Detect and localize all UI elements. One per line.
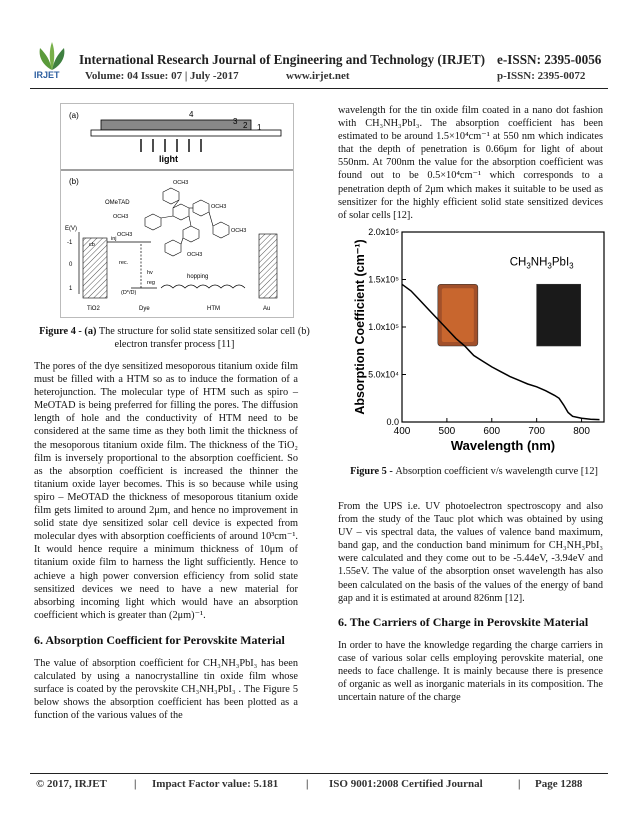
journal-logo xyxy=(32,40,72,82)
fig4-label-b: (b) xyxy=(69,177,79,186)
fig5-caption-label: Figure 5 - xyxy=(350,466,396,477)
fig4-light-label: light xyxy=(159,154,178,164)
fig4-cb: cb xyxy=(89,242,95,248)
x-tick-label: 400 xyxy=(393,426,411,437)
figure-4-caption xyxy=(32,325,317,351)
fig4-tio2: TiO2 xyxy=(87,306,100,312)
section-heading-absorption: 6. Absorption Coefficient for Perovskite Material xyxy=(34,632,285,647)
fig4-dye: Dye xyxy=(139,306,150,312)
fig4-och3-1: OCH3 xyxy=(173,180,189,186)
fig4-num-4: 4 xyxy=(189,110,194,119)
pissn: p-ISSN: 2395-0072 xyxy=(497,70,586,82)
fig4-ev-tick-1: 1 xyxy=(69,286,73,292)
y-tick-label: 5.0x10⁴ xyxy=(368,369,399,380)
right-paragraph-3: In order to have the knowledge regarding the charge carriers in case of various solar cells employing perovskite material, one needs to face challenge. It is mainly because there is presence of organic as well as inorganic materials in its composition. The uncertain nature of the charge xyxy=(338,639,603,704)
y-tick-label: 2.0x10⁵ xyxy=(368,227,399,237)
fig4-ev-label: E(V) xyxy=(65,226,77,232)
fig4-layer-top xyxy=(101,120,251,130)
chart-annotation: $CH_3NH_3PbI_3$ xyxy=(509,256,574,271)
fig4-light-arrows xyxy=(141,139,201,152)
footer-sep-1: | xyxy=(134,778,137,790)
fig4-num-3: 3 xyxy=(233,117,238,126)
fig4-au-block xyxy=(259,234,277,298)
fig4-hopping: hopping xyxy=(187,274,209,280)
footer-rule xyxy=(30,773,608,774)
fig4-omeatd: OMeTAD xyxy=(105,200,130,206)
journal-title: International Research Journal of Engineering and Technology (IRJET) xyxy=(79,52,486,67)
right-column-bottom xyxy=(338,500,603,713)
fig4-d-state: (D*/D) xyxy=(121,290,137,296)
footer-sep-3: | xyxy=(518,778,521,790)
fig4-molecule xyxy=(145,188,229,256)
x-tick-label: 800 xyxy=(573,426,590,437)
absorption-chart-svg xyxy=(352,222,614,454)
sample-photo-orange-inner xyxy=(442,288,474,342)
y-tick-label: 0.0 xyxy=(386,417,399,427)
figure-4 xyxy=(60,103,294,318)
left-paragraph-2: The value of absorption coefficient for CH₃NH₃PbI₃ has been calculated by using a nanocrystalline tin oxide film whose surface is coated by the perovskite CH₃NH₃PbI₃ . The Figure 5 below shows the absorption coefficient has been plotted as a function of the various values of the xyxy=(34,657,298,722)
fig5-caption-text: Absorption coefficient v/s wavelength curve [12] xyxy=(395,466,598,477)
fig4-hv: hv xyxy=(147,270,153,276)
fig4-au: Au xyxy=(263,306,271,312)
fig4-rec: rec. xyxy=(119,260,129,266)
section-heading-carriers: 6. The Carriers of Charge in Perovskite Material xyxy=(338,614,589,629)
x-tick-label: 500 xyxy=(438,426,456,437)
fig4-caption-text: The structure for solid state sensitized solar cell (b) electron transfer process [11] xyxy=(98,326,310,350)
header-rule xyxy=(30,88,608,89)
footer-impact: Impact Factor value: 5.181 xyxy=(152,778,279,790)
y-tick-label: 1.0x10⁵ xyxy=(368,322,399,332)
fig4-och3-6: OCH3 xyxy=(187,252,203,258)
footer-iso: ISO 9001:2008 Certified Journal xyxy=(329,778,483,790)
figure-5-caption xyxy=(340,465,608,478)
fig4-ev-tick-m1: -1 xyxy=(67,240,73,246)
fig4-ev-tick-0: 0 xyxy=(69,262,73,268)
x-tick-label: 600 xyxy=(483,426,501,437)
website: www.irjet.net xyxy=(286,70,350,82)
logo-text: IRJET xyxy=(34,70,60,80)
right-paragraph-2: From the UPS i.e. UV photoelectron spectroscopy and also from the study of the Tauc plot which was obtained by using UV – vis spectral data, the values of valence band maximum, band gap, and the conduction band minimum for CH₃NH₃PbI₃ were calculated and they come out to be -5.44eV, -3.94eV and 1.55eV. The value of the absorption onset wavelength has also been calculated on the basis of the values of the energy of band gap and it is estimated at around 826nm [12]. xyxy=(338,501,603,604)
left-paragraph-1: The pores of the dye sensitized mesoporous titanium oxide film must be filled with a HTM so as to induce the formation of a heterojunction. The molecular type of HTM such as spiro – MeOTAD is being preferred for filling the pores. The diffusion length of hole and the conductivity of HTM need to be considered at the same time as they both limit the thickness of the mesoporous titanium oxide film. The thickness of the TiO₂ film is inversely proportional to the absorption coefficient. So as the absorption coefficient is increased the thinner the titanium oxide layer becomes. This is so because while using spiro – MeOTAD the thickness of mesoporous titanium oxide film gets limited to around 2μm, and hence no improvement in solid state dye sensitized solar cell device is expected from molecular dyes with absorption coefficients of around 10³cm⁻¹. It would hence require a minimum thickness of 10μm of titanium oxide film to harness the light sufficiently. Hence to achieve a high power conversion efficiency from solid state sensitized devices we need to have a new material for absorbing incoming light which would have an absorption coefficient which is greater than (2μm)⁻¹. xyxy=(34,361,298,621)
fig4-och3-4: OCH3 xyxy=(231,228,247,234)
sample-photo-dark xyxy=(537,284,581,346)
footer-copyright: © 2017, IRJET xyxy=(36,778,107,790)
footer-page: Page 1288 xyxy=(535,778,583,790)
fig4-och3-2: OCH3 xyxy=(113,214,129,220)
y-tick-label: 1.5x10⁵ xyxy=(368,274,399,285)
fig4-reg: reg xyxy=(147,280,155,286)
x-axis-label: Wavelength (nm) xyxy=(450,438,556,453)
fig4-caption-a: a) xyxy=(87,326,97,337)
fig4-och3-3: OCH3 xyxy=(211,204,227,210)
fig4-num-1: 1 xyxy=(257,123,262,132)
fig4-label-a: (a) xyxy=(69,111,79,120)
right-paragraph-1: wavelength for the tin oxide film coated in a nano dot fashion with CH₃NH₃PbI₃. The absorption coefficient has been estimated to be around 1.5×10⁴cm⁻¹ at 550 nm which indicates that the depth of penetration is 0.66μm for light of about 550nm. At 700nm the value for the absorption coefficient was found out to be 0.5×10⁴cm⁻¹ which corresponds to a penetration depth of 2μm which makes it suitable to be used as sensitizer for the highly efficient solid state sensitized devices of solar cells [12]. xyxy=(338,105,603,221)
left-column xyxy=(34,360,298,731)
fig4-inj: inj xyxy=(111,236,117,242)
fig4-tio2-block xyxy=(83,238,107,298)
fig4-caption-label: Figure 4 - ( xyxy=(39,326,88,337)
fig4-layer-base xyxy=(91,130,281,136)
fig4-och3-5: OCH3 xyxy=(117,232,133,238)
fig4-num-2: 2 xyxy=(243,121,248,130)
eissn: e-ISSN: 2395-0056 xyxy=(497,52,602,67)
fig4-htm: HTM xyxy=(207,306,220,312)
volume-issue: Volume: 04 Issue: 07 | July -2017 xyxy=(85,70,239,82)
y-axis-label: Absorption Coefficient (cm⁻¹) xyxy=(353,239,367,415)
footer-sep-2: | xyxy=(306,778,309,790)
right-column-top xyxy=(338,104,603,231)
x-tick-label: 700 xyxy=(528,426,546,437)
figure-5-chart xyxy=(352,222,614,454)
